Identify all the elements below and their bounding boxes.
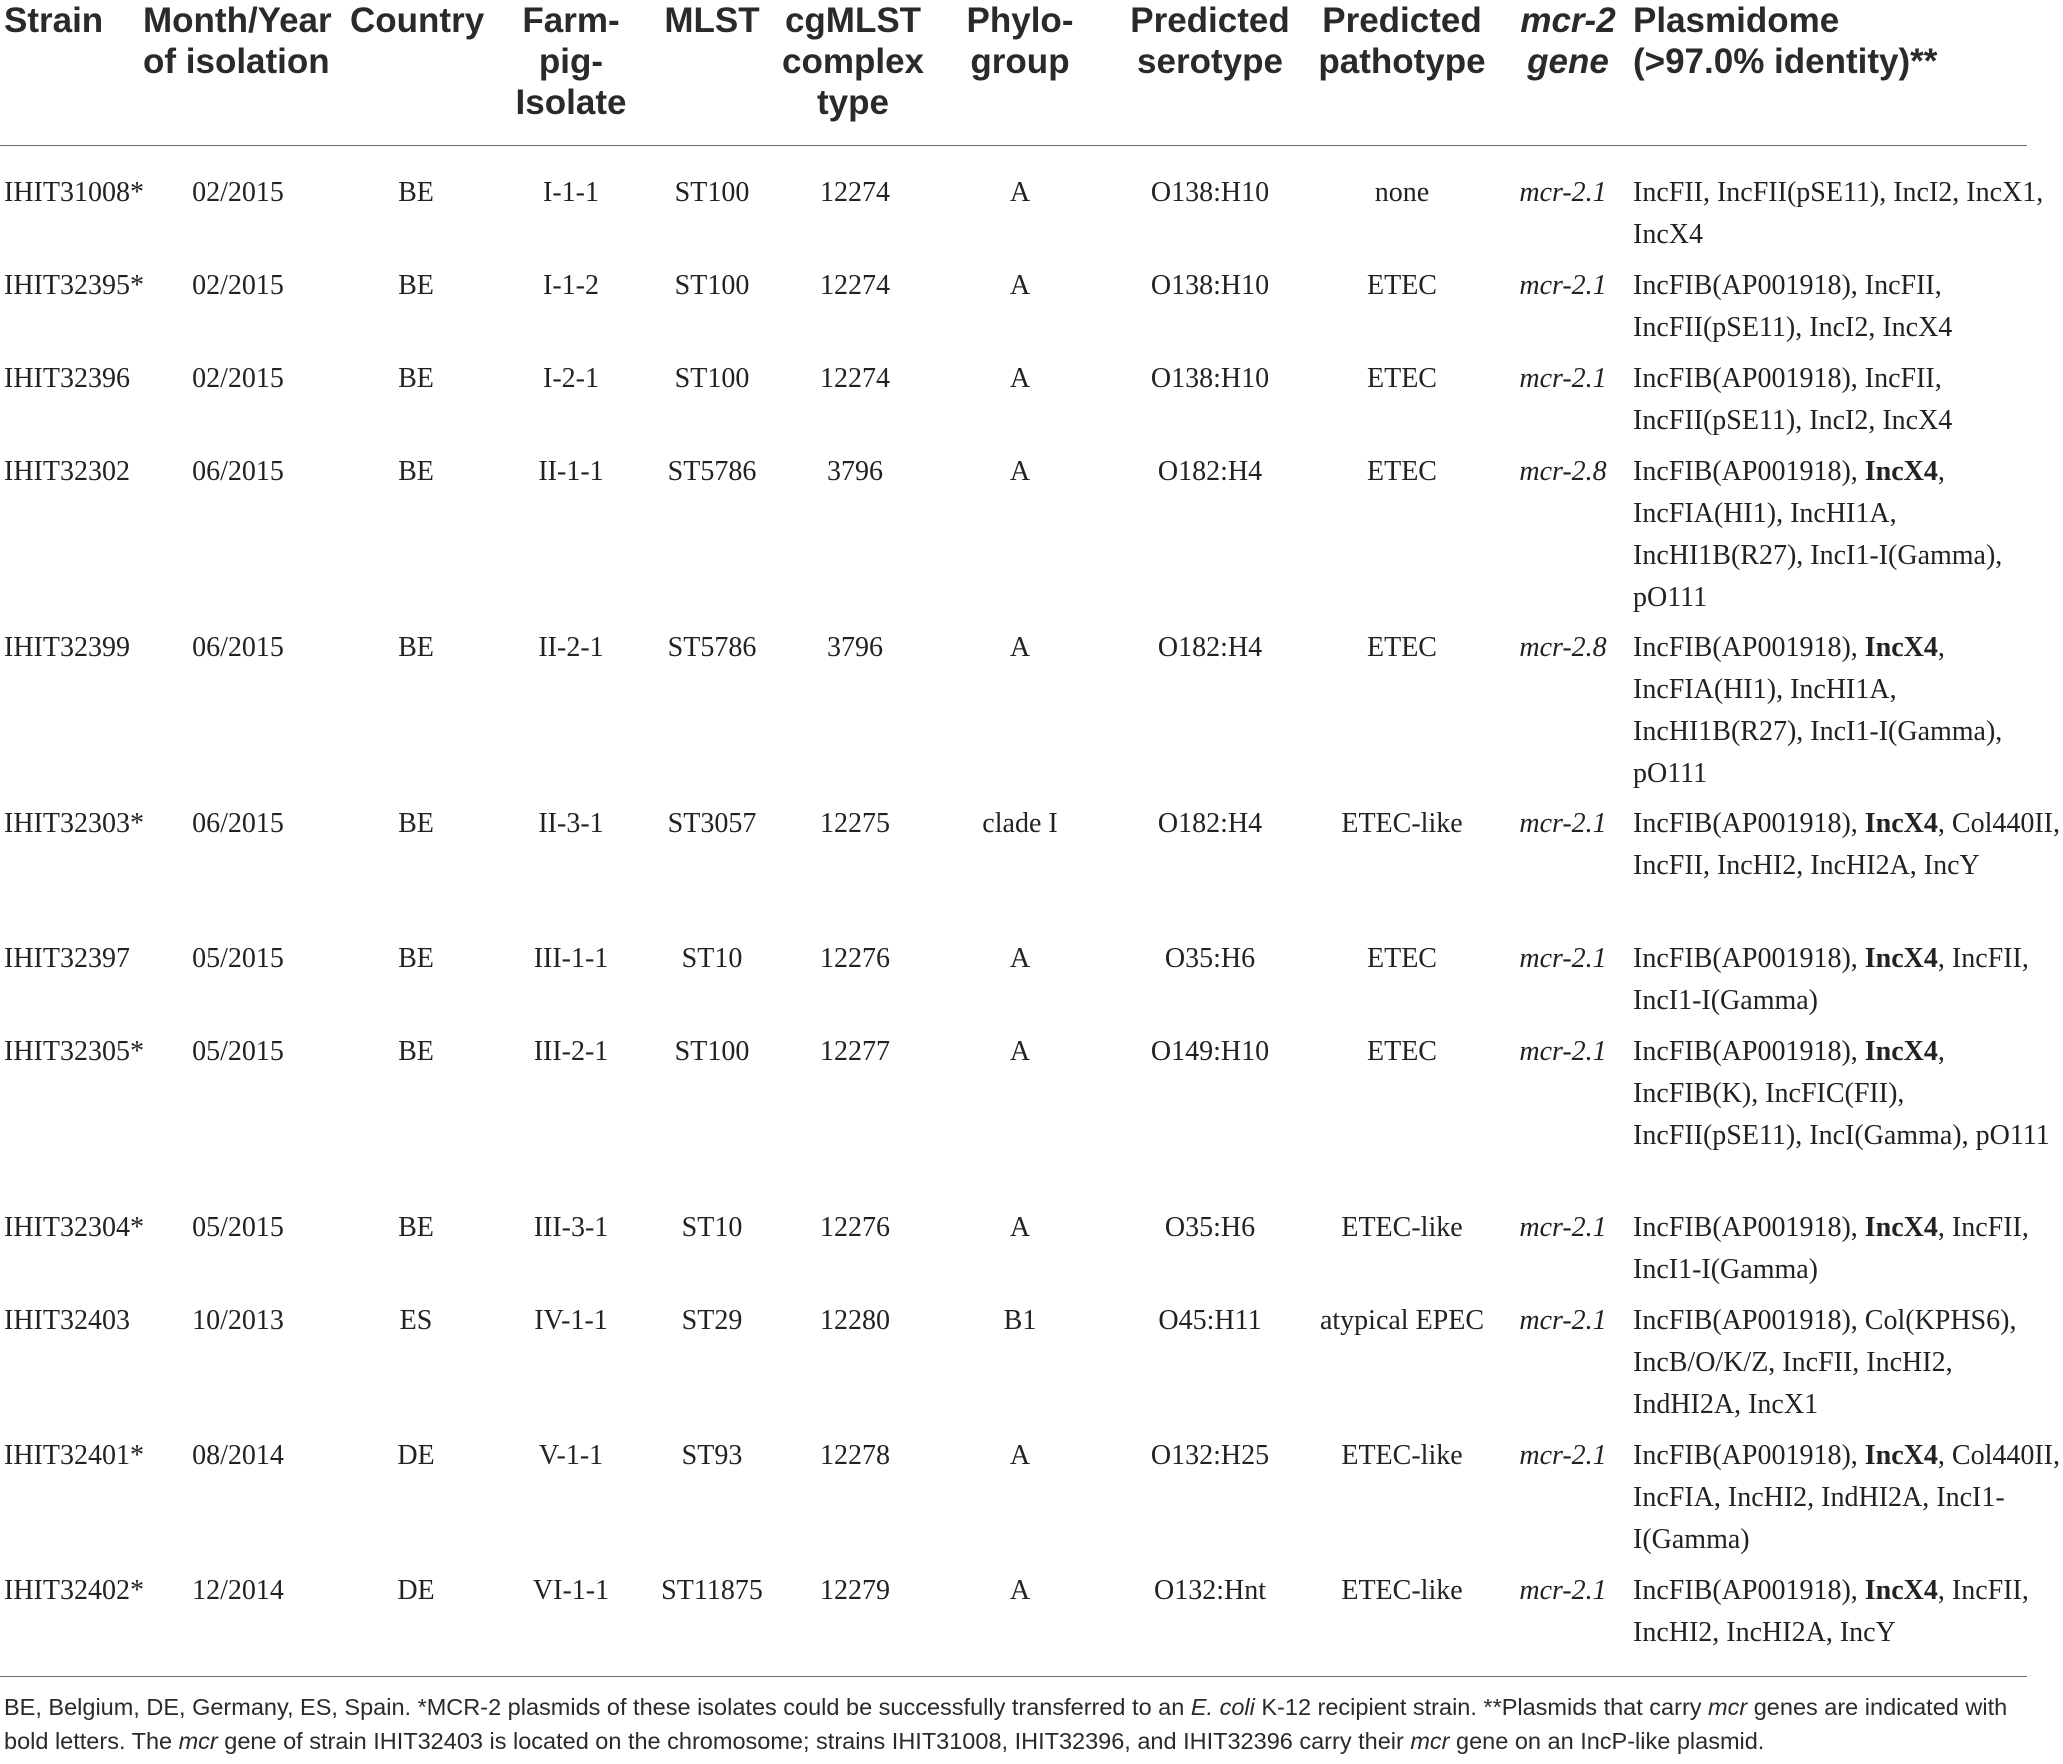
cell-country: BE — [398, 456, 434, 487]
cell-country: BE — [398, 808, 434, 839]
cell-country: BE — [398, 943, 434, 974]
cell-mlst: ST10 — [681, 943, 743, 974]
cell-month-year: 05/2015 — [192, 1212, 284, 1243]
cell-phylogroup: A — [1009, 363, 1031, 394]
cell-plasmidome — [1633, 1031, 2063, 1157]
cell-phylogroup: B1 — [1003, 1305, 1037, 1336]
header-cgmlst: cgMLST complex type — [782, 1, 924, 122]
plasmid-list-start: IncFIB(AP001918), — [1633, 1212, 1865, 1243]
cell-plasmidome — [1633, 803, 2063, 887]
cell-strain: IHIT32396 — [4, 363, 130, 394]
cell-country: BE — [398, 177, 434, 208]
header-phylogroup: Phylo- group — [966, 1, 1074, 81]
cell-mcr2-gene: mcr-2.1 — [1519, 1440, 1607, 1471]
cell-cgmlst: 12275 — [820, 808, 890, 839]
header-plasmidome: Plasmidome (>97.0% identity)** — [1633, 1, 1938, 81]
cell-farm-pig-isolate: III-2-1 — [533, 1036, 609, 1067]
cell-pathotype: ETEC — [1367, 456, 1437, 487]
cell-pathotype: atypical EPEC — [1319, 1305, 1485, 1336]
cell-plasmidome — [1633, 938, 2063, 1022]
cell-plasmidome — [1633, 451, 2063, 619]
footnote-mcr-1: mcr — [1708, 1694, 1748, 1720]
cell-phylogroup: A — [1009, 632, 1031, 663]
header-rule — [0, 145, 2027, 146]
cell-farm-pig-isolate: I-1-1 — [543, 177, 599, 208]
table-footnote — [4, 1690, 2014, 1758]
cell-mcr2-gene: mcr-2.1 — [1519, 270, 1607, 301]
cell-plasmidome — [1633, 1300, 2063, 1426]
plasmid-list-start: IncFIB(AP001918), — [1633, 1036, 1865, 1067]
header-month-year: Month/Year of isolation — [143, 1, 332, 81]
cell-pathotype: ETEC-like — [1341, 1575, 1463, 1606]
cell-mcr2-gene: mcr-2.1 — [1519, 1212, 1607, 1243]
cell-plasmidome — [1633, 265, 2063, 349]
cell-month-year: 05/2015 — [192, 943, 284, 974]
cell-mcr2-gene: mcr-2.1 — [1519, 177, 1607, 208]
cell-country: DE — [397, 1575, 435, 1606]
footnote-text-3: genes are indicated with bold letters. The — [4, 1694, 2008, 1754]
cell-farm-pig-isolate: VI-1-1 — [532, 1575, 610, 1606]
cell-serotype: O45:H11 — [1158, 1305, 1262, 1336]
cell-country: BE — [398, 1212, 434, 1243]
cell-mcr2-gene: mcr-2.8 — [1519, 632, 1607, 663]
cell-farm-pig-isolate: V-1-1 — [538, 1440, 604, 1471]
plasmid-list: , IncFII, IncHI2, IncHI2A, IncY — [1633, 1575, 2029, 1648]
cell-month-year: 06/2015 — [192, 456, 284, 487]
mcr-plasmid-bold: IncX4 — [1864, 943, 1938, 974]
cell-month-year: 05/2015 — [192, 1036, 284, 1067]
cell-strain: IHIT32303* — [4, 808, 144, 839]
footnote-text-4: gene of strain IHIT32403 is located on the chromosome; strains IHIT31008, IHIT32396, and IHIT32396 carry their — [217, 1728, 1411, 1754]
cell-month-year: 12/2014 — [192, 1575, 284, 1606]
header-serotype: Predicted serotype — [1130, 1, 1290, 81]
plasmid-list: IncFIB(AP001918), Col(KPHS6), IncB/O/K/Z, IncFII, IncHI2, IndHI2A, IncX1 — [1633, 1305, 2017, 1420]
cell-pathotype: ETEC — [1367, 270, 1437, 301]
plasmid-list-start: IncFIB(AP001918), — [1633, 456, 1865, 487]
cell-month-year: 10/2013 — [192, 1305, 284, 1336]
footnote-ecoli: E. coli — [1190, 1694, 1255, 1720]
cell-country: DE — [397, 1440, 435, 1471]
footnote-text-1: BE, Belgium, DE, Germany, ES, Spain. *MCR-2 plasmids of these isolates could be successfully transferred to an — [4, 1694, 1191, 1720]
cell-pathotype: ETEC — [1367, 943, 1437, 974]
cell-phylogroup: A — [1009, 1212, 1031, 1243]
cell-cgmlst: 12277 — [820, 1036, 890, 1067]
cell-mlst: ST100 — [674, 363, 750, 394]
cell-farm-pig-isolate: II-3-1 — [538, 808, 604, 839]
cell-phylogroup: A — [1009, 943, 1031, 974]
cell-month-year: 08/2014 — [192, 1440, 284, 1471]
plasmid-list: , IncFII, IncI1-I(Gamma) — [1633, 1212, 2029, 1285]
cell-serotype: O138:H10 — [1150, 270, 1270, 301]
mcr-plasmid-bold: IncX4 — [1864, 1212, 1938, 1243]
cell-strain: IHIT32305* — [4, 1036, 144, 1067]
cell-pathotype: ETEC — [1367, 1036, 1437, 1067]
plasmid-list: , IncFIB(K), IncFIC(FII), IncFII(pSE11), IncI(Gamma), pO111 — [1633, 1036, 2050, 1151]
cell-phylogroup: A — [1009, 270, 1031, 301]
cell-serotype: O132:Hnt — [1154, 1575, 1266, 1606]
cell-cgmlst: 3796 — [827, 456, 883, 487]
cell-mlst: ST10 — [681, 1212, 743, 1243]
cell-farm-pig-isolate: III-1-1 — [533, 943, 609, 974]
cell-serotype: O182:H4 — [1157, 632, 1263, 663]
cell-cgmlst: 12276 — [820, 1212, 890, 1243]
cell-mlst: ST100 — [674, 270, 750, 301]
cell-phylogroup: A — [1009, 1036, 1031, 1067]
cell-pathotype: ETEC — [1367, 363, 1437, 394]
cell-phylogroup: A — [1009, 456, 1031, 487]
cell-plasmidome — [1633, 172, 2063, 256]
mcr-plasmid-bold: IncX4 — [1864, 1440, 1938, 1471]
cell-pathotype: none — [1374, 177, 1430, 208]
plasmid-list: IncFII, IncFII(pSE11), IncI2, IncX1, IncX4 — [1633, 177, 2044, 250]
cell-cgmlst: 12280 — [820, 1305, 890, 1336]
cell-pathotype: ETEC-like — [1341, 808, 1463, 839]
mcr-plasmid-bold: IncX4 — [1864, 456, 1938, 487]
plasmid-list: IncFIB(AP001918), IncFII, IncFII(pSE11), IncI2, IncX4 — [1633, 363, 1953, 436]
plasmid-list-start: IncFIB(AP001918), — [1633, 1440, 1865, 1471]
cell-mcr2-gene: mcr-2.1 — [1519, 1036, 1607, 1067]
cell-serotype: O149:H10 — [1150, 1036, 1270, 1067]
header-mcr2-gene: mcr-2 gene — [1520, 1, 1616, 81]
plasmid-list: , IncFIA(HI1), IncHI1A, IncHI1B(R27), IncI1-I(Gamma), pO111 — [1633, 456, 2003, 613]
cell-mlst: ST100 — [674, 177, 750, 208]
cell-plasmidome — [1633, 1570, 2063, 1654]
cell-country: BE — [398, 632, 434, 663]
cell-mlst: ST5786 — [667, 632, 757, 663]
plasmid-list: , IncFII, IncI1-I(Gamma) — [1633, 943, 2029, 1016]
cell-farm-pig-isolate: I-2-1 — [543, 363, 599, 394]
cell-month-year: 02/2015 — [192, 363, 284, 394]
cell-farm-pig-isolate: I-1-2 — [543, 270, 599, 301]
cell-phylogroup: A — [1009, 177, 1031, 208]
cell-country: BE — [398, 270, 434, 301]
cell-country: ES — [399, 1305, 433, 1336]
cell-mlst: ST29 — [681, 1305, 743, 1336]
footnote-mcr-3: mcr — [1410, 1728, 1450, 1754]
cell-mcr2-gene: mcr-2.1 — [1519, 363, 1607, 394]
cell-phylogroup: clade I — [982, 808, 1058, 839]
plasmid-list-start: IncFIB(AP001918), — [1633, 808, 1865, 839]
cell-strain: IHIT32399 — [4, 632, 130, 663]
plasmid-list: IncFIB(AP001918), IncFII, IncFII(pSE11), IncI2, IncX4 — [1633, 270, 1953, 343]
header-country: Country — [350, 1, 485, 40]
mcr-plasmid-bold: IncX4 — [1864, 808, 1938, 839]
plasmid-list: , Col440II, IncFIA, IncHI2, IndHI2A, IncI1-I(Gamma) — [1633, 1440, 2060, 1555]
cell-farm-pig-isolate: II-2-1 — [538, 632, 604, 663]
bottom-rule — [0, 1676, 2027, 1677]
cell-cgmlst: 12276 — [820, 943, 890, 974]
cell-phylogroup: A — [1009, 1440, 1031, 1471]
header-pathotype: Predicted pathotype — [1318, 1, 1486, 81]
cell-strain: IHIT32302 — [4, 456, 130, 487]
mcr-plasmid-bold: IncX4 — [1864, 1036, 1938, 1067]
cell-farm-pig-isolate: III-3-1 — [533, 1212, 609, 1243]
cell-mlst: ST3057 — [667, 808, 757, 839]
cell-mcr2-gene: mcr-2.8 — [1519, 456, 1607, 487]
cell-pathotype: ETEC-like — [1341, 1212, 1463, 1243]
cell-mcr2-gene: mcr-2.1 — [1519, 808, 1607, 839]
cell-farm-pig-isolate: II-1-1 — [538, 456, 604, 487]
cell-month-year: 06/2015 — [192, 808, 284, 839]
cell-phylogroup: A — [1009, 1575, 1031, 1606]
cell-mcr2-gene: mcr-2.1 — [1519, 1305, 1607, 1336]
cell-cgmlst: 12274 — [820, 363, 890, 394]
cell-mlst: ST100 — [674, 1036, 750, 1067]
cell-cgmlst: 3796 — [827, 632, 883, 663]
cell-cgmlst: 12274 — [820, 177, 890, 208]
footnote-text-5: gene on an IncP-like plasmid. — [1449, 1728, 1765, 1754]
cell-cgmlst: 12278 — [820, 1440, 890, 1471]
header-farm: Farm- pig- Isolate — [515, 1, 627, 122]
cell-month-year: 06/2015 — [192, 632, 284, 663]
cell-mlst: ST5786 — [667, 456, 757, 487]
mcr-plasmid-bold: IncX4 — [1864, 1575, 1938, 1606]
footnote-text-2: K-12 recipient strain. **Plasmids that carry — [1254, 1694, 1709, 1720]
cell-cgmlst: 12274 — [820, 270, 890, 301]
cell-strain: IHIT32403 — [4, 1305, 130, 1336]
cell-serotype: O132:H25 — [1150, 1440, 1270, 1471]
cell-plasmidome — [1633, 1207, 2063, 1291]
cell-pathotype: ETEC-like — [1341, 1440, 1463, 1471]
plasmid-list-start: IncFIB(AP001918), — [1633, 632, 1865, 663]
cell-month-year: 02/2015 — [192, 270, 284, 301]
footnote-mcr-2: mcr — [178, 1728, 218, 1754]
plasmid-list-start: IncFIB(AP001918), — [1633, 943, 1865, 974]
cell-mcr2-gene: mcr-2.1 — [1519, 1575, 1607, 1606]
plasmid-list: , IncFIA(HI1), IncHI1A, IncHI1B(R27), IncI1-I(Gamma), pO111 — [1633, 632, 2003, 789]
table-header — [0, 0, 2027, 145]
cell-month-year: 02/2015 — [192, 177, 284, 208]
cell-strain: IHIT32402* — [4, 1575, 144, 1606]
cell-strain: IHIT32397 — [4, 943, 130, 974]
cell-strain: IHIT32401* — [4, 1440, 144, 1471]
cell-country: BE — [398, 1036, 434, 1067]
cell-serotype: O35:H6 — [1164, 1212, 1256, 1243]
header-mlst: MLST — [664, 1, 760, 40]
cell-farm-pig-isolate: IV-1-1 — [534, 1305, 608, 1336]
cell-serotype: O35:H6 — [1164, 943, 1256, 974]
mcr-plasmid-bold: IncX4 — [1864, 632, 1938, 663]
cell-plasmidome — [1633, 1435, 2063, 1561]
cell-pathotype: ETEC — [1367, 632, 1437, 663]
cell-plasmidome — [1633, 358, 2063, 442]
cell-mlst: ST11875 — [661, 1575, 763, 1606]
cell-serotype: O182:H4 — [1157, 456, 1263, 487]
cell-strain: IHIT31008* — [4, 177, 144, 208]
header-strain: Strain — [4, 1, 104, 40]
cell-cgmlst: 12279 — [820, 1575, 890, 1606]
cell-serotype: O182:H4 — [1157, 808, 1263, 839]
cell-serotype: O138:H10 — [1150, 177, 1270, 208]
cell-plasmidome — [1633, 627, 2063, 795]
cell-country: BE — [398, 363, 434, 394]
cell-strain: IHIT32304* — [4, 1212, 144, 1243]
cell-strain: IHIT32395* — [4, 270, 144, 301]
plasmid-list-start: IncFIB(AP001918), — [1633, 1575, 1865, 1606]
cell-mlst: ST93 — [681, 1440, 743, 1471]
cell-serotype: O138:H10 — [1150, 363, 1270, 394]
cell-mcr2-gene: mcr-2.1 — [1519, 943, 1607, 974]
plasmid-list: , Col440II, IncFII, IncHI2, IncHI2A, IncY — [1633, 808, 2060, 881]
